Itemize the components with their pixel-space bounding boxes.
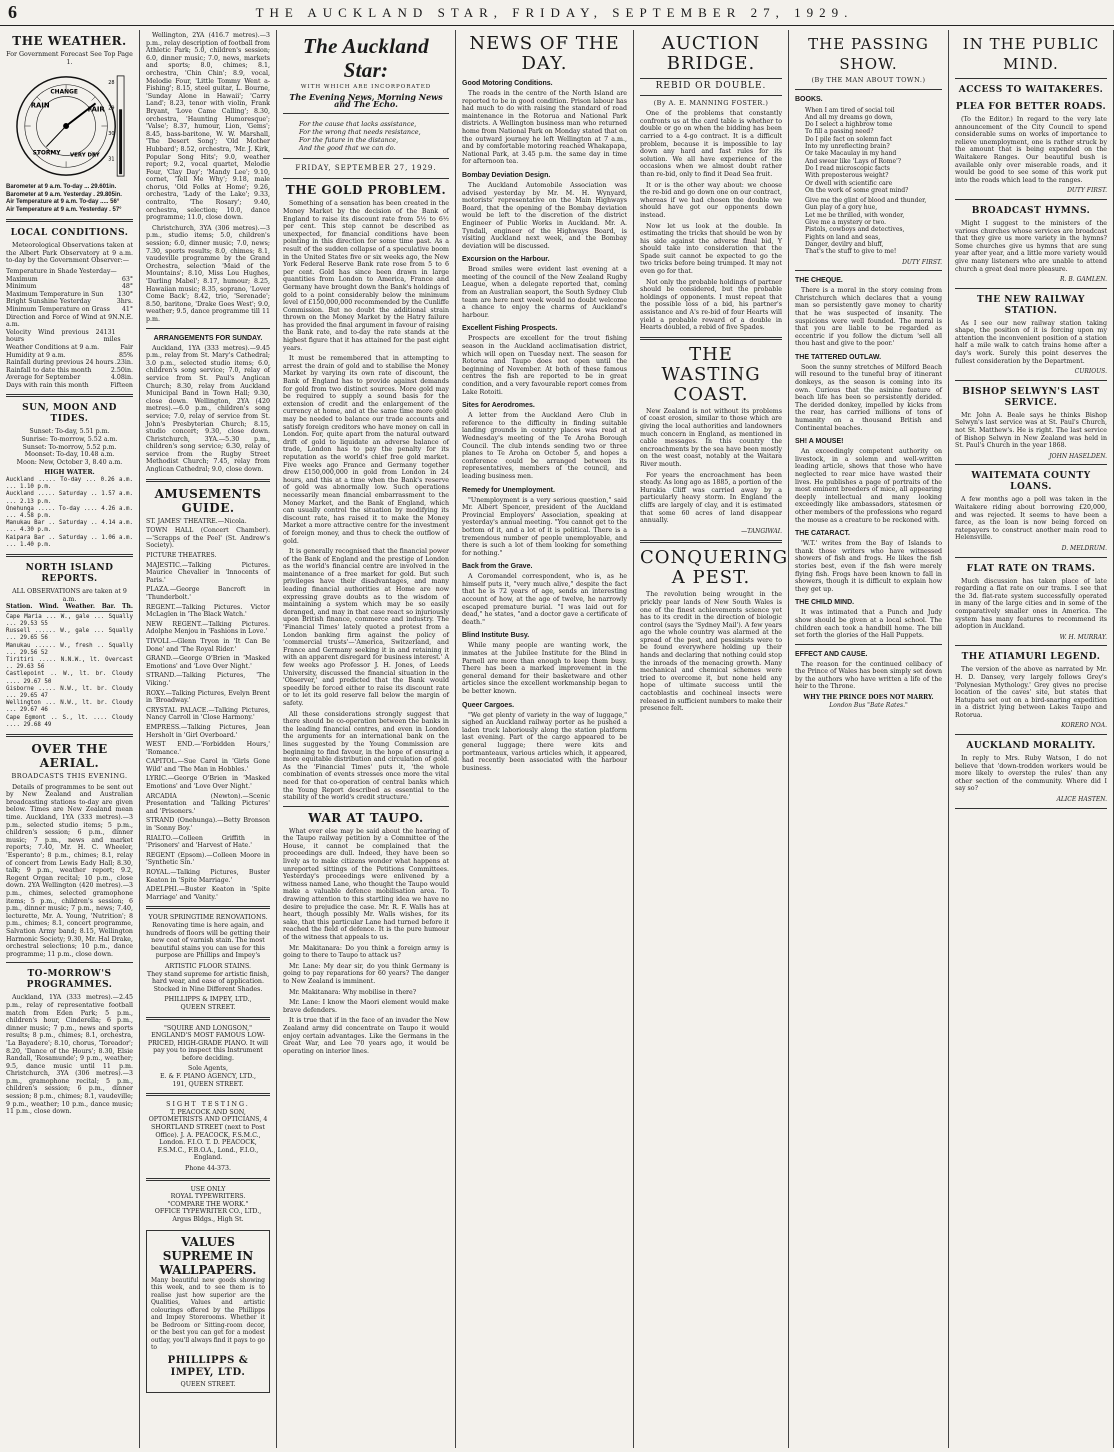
letter-signature: W. H. MURRAY. (1059, 633, 1107, 641)
dial-label-stormy: STORMY (32, 150, 61, 157)
north-island-row: Gisborne ..... N.W., lt. br. Cloudy ... 29.65 47 (6, 685, 133, 700)
news-item-text: A Coromandel correspondent, who is, as he himself puts it, "very much alive," despite the fact that he is 72 years of age, sends an interesting account of how, at the age of twelve, he narrowly escaped premature burial. "I was laid out for dead," he states, "and a doctor gave a certificate of death." (462, 573, 627, 626)
child-mind-text: It was intimated that a Punch and Judy show should be given at a local school. The children each took a handbill home. The bill set forth the glories of the Hall Puppets. (795, 609, 942, 640)
letter-text: In reply to Mrs. Ruby Watson, I do not believe that 'down-trodden workers would be more likely to overstep the rules' than any other section of the community. Where did I say so? (955, 755, 1107, 793)
war-at-taupo-heading: WAR AT TAUPO. (308, 810, 424, 825)
amusement-listing: GRAND.—George O'Brien in 'Masked Emotions' and 'Love Over Night.' (146, 655, 270, 670)
poem-line: When I am tired of social toil (805, 106, 895, 114)
conquering-pest-heading: CONQUERING A PEST. (640, 547, 789, 589)
poem-line: Danger, devilry and bluff, (805, 240, 884, 248)
newspaper-nameplate: The Auckland Star: (303, 34, 429, 82)
letter-signature: ALICE HASTEN. (1056, 796, 1107, 804)
poem-line: Let me be thrilled, with wonder, (805, 211, 905, 219)
temperature-label: Rainfall to date this month (6, 366, 92, 374)
article-paragraph: All these considerations strongly suggest that there should be co-operation between the banks in the leading financial centres, and even in London the arguments for an international bank on the lines suggested by the Young Commission are beginning to find favour, in the hope of ensuring a more equitable distribution and circulation of gold. As the 'Financial Times' puts it, 'the whole combination of events stresses once more the vital need for that co-operation of central banks which the Young Report described as essential to the stability of the world's credit structure.' (283, 710, 449, 802)
motto-line: For the wrong that needs resistance, (299, 127, 421, 136)
temperature-value: Fair (120, 343, 133, 351)
wallpaper-ad (146, 1230, 270, 1394)
article-paragraph: It is generally recognised that the financial power of the Bank of England and the prestige of London as the world's financial centre are involved in the maintenance of a free market for gold. But such privileges have their disadvantages, and many leading financial authorities at Home are now expressing grave doubts as to the wisdom of maintaining a system which may be so easily deranged, and may in that case react so injuriously upon British finance, commerce and industry. The 'Financial Times' lately quoted a protest from a London banking firm against the policy of 'commercial trusts'—'America, Switzerland, and France and Germany seeking it in and retaining it with an apparent disregard for business interest.' A few weeks ago Professor J. H. Jones, of Leeds University, discussed the financial situation in the 'Observer,' and predicted that the Bank would speedily be forced either to raise its discount rate or to let its gold reserve fall below the margin of safety. (283, 548, 449, 707)
books-label: BOOKS. (795, 95, 823, 103)
cataract-label: THE CATARACT. (795, 530, 850, 538)
letter-title: FLAT RATE ON TRAMS. (966, 563, 1096, 574)
column-news (456, 30, 634, 1448)
tide-row: Manukau Bar .. Saturday .. 4.14 a.m. ... 4.30 p.m. (6, 520, 133, 534)
temperature-value: Fifteen (110, 381, 133, 389)
temperature-value: 63° (121, 275, 133, 283)
typewriter-tagline: USE ONLY (190, 1185, 226, 1193)
temperature-row (6, 283, 133, 291)
north-island-row: Castlepoint .. W., lt. br. Cloudy .... 29.67 50 (6, 671, 133, 685)
temperature-value: .23in. (114, 359, 133, 367)
news-item-text: Broad smiles were evident last evening at a meeting of the council of the New Zealand Rugby League, when a delegate reported that, coming from an Australian seaport, the South Sydney Club team are here next week would no doubt welcome a chance to enjoy the charms of Auckland's harbour. (462, 266, 627, 319)
letter-title: BISHOP SELWYN'S LAST SERVICE. (962, 386, 1100, 408)
effect-cause-quote: WHY THE PRINCE DOES NOT MARRY. (803, 694, 934, 702)
temperature-value: 131 miles (103, 328, 121, 344)
arrangements-heading: ARRANGEMENTS FOR SUNDAY. (153, 334, 263, 342)
letter-signature: R. B. GAMLEN. (1060, 276, 1107, 284)
temperature-value: 2.50in. (110, 366, 133, 374)
local-conditions-text: Meteorological Observations taken at the Albert Park Observatory at 9 a.m. to-day by the Government Observer:— (6, 242, 133, 265)
column-weather (0, 30, 140, 1448)
letter-text: (To the Editor.) In regard to the very late announcement of the City Council to spend considerable sums on works of importance to relieve unemployment, one is rather struck by the amount that is being expended on the Waitakere Ranges. Our beautiful bush is available only over miserable roads, and it would be good to see some of this work put into the roads which lead to the ranges. (955, 116, 1107, 184)
poem-line: Pistols, cowboys and detectives, (805, 226, 905, 234)
letter-text: Mr. John A. Beale says he thinks Bishop Selwyn's last service was at St. Paul's Church, not St. Matthew's. He is right. The last service of Bishop Selwyn in New Zealand was held in St. Paul's Church in the year 1868. (955, 411, 1107, 450)
amusement-listing: EMPRESS.—Talking Pictures, Jean Hersholt in 'Girl Overboard.' (146, 723, 270, 739)
poem-line: Give me a mystery or two. (805, 219, 887, 227)
wallpaper-company: PHILLIPPS & IMPEY, LTD. (167, 1354, 249, 1378)
amusement-listing: PLAZA.—George Bancroft in 'Thunderbolt.' (146, 586, 270, 601)
letter-title: PLEA FOR BETTER ROADS. (955, 102, 1107, 112)
temperature-row (6, 382, 133, 390)
high-water-heading: HIGH WATER. (44, 469, 95, 477)
typewriter-sub: "COMPARE THE WORK." (167, 1200, 249, 1208)
north-island-row: Tiritiri ..... N.N.W., lt. Overcast .. 29.63 56 (6, 657, 133, 671)
letter-signature: DUTY FIRST. (1067, 187, 1107, 195)
news-item-title: Back from the Grave. (462, 563, 533, 571)
news-list (462, 79, 627, 772)
barometer-reading: Barometer at 9 a.m. Yesterday . 29.805in. (6, 191, 122, 198)
column-amusements (140, 30, 277, 1448)
christchurch-programme: Christchurch, 3YA (306 metres).—3 p.m., studio items; 5.0, children's session; 6.0, dinner music; 7.0, news; 7.30, sports results; 8.0, chimes; 8.1, vaudeville programme by the Grand Orchestra, selection 'Maid of the Mountains'; 8.10, Miss Lou Hughes, 'Darling Mabel'; 8.17, humour; 8.25, Hawaiian music; 8.35, soprano, 'Lover Come Back'; 8.42, trio, 'Serenade'; 8.50, baritone, 'Drake Goes West'; 9.0, weather; 9.5, dance programme till 11 p.m. (146, 224, 270, 323)
aerial-heading: OVER THE AERIAL. (31, 742, 108, 771)
north-island-table-header (6, 603, 133, 612)
poem-line: Do I pile fact on solemn fact (805, 135, 893, 143)
amusement-listing: STRAND (Onehunga).—Betty Bronson in 'Sonny Boy.' (146, 817, 270, 833)
amusement-listing: STRAND.—Talking Pictures, 'The Viking.' (146, 672, 270, 687)
news-item-title: Remedy for Unemployment. (462, 486, 555, 494)
tide-row: Auckland ..... To-day ... 0.26 a.m. ... 1.10 p.m. (6, 477, 133, 491)
motto-line: For the cause that lacks assistance, (299, 119, 417, 128)
nameplate-incorporated: The Evening News, Morning News and The Echo. (289, 91, 443, 110)
temp-heading: Temperature in Shade Yesterday— (6, 267, 117, 275)
effect-cause-label: EFFECT AND CAUSE. (795, 650, 868, 658)
temperature-value: 48° (121, 283, 133, 291)
floor-stains-title: ARTISTIC FLOOR STAINS. (164, 962, 252, 970)
temperature-label: Rainfall during previous 24 hours (6, 359, 114, 367)
poem-line: To fill a passing need? (805, 128, 874, 136)
amusement-listing: MAJESTIC.—Talking Pictures. Maurice Chevalier in 'Innocents of Paris.' (146, 561, 270, 584)
amusement-listing: REGENT (Epsom).—Colleen Moore in 'Synthetic Sin.' (146, 851, 270, 867)
poem-signature: DUTY FIRST. (902, 258, 942, 266)
temperature-row (6, 359, 133, 367)
barometer-dial-icon (11, 70, 129, 182)
temperature-row (6, 276, 133, 284)
aerial-sub: BROADCASTS THIS EVENING. (11, 772, 128, 781)
passing-show-byline: (By THE MAN ABOUT TOWN.) (811, 76, 926, 84)
temperature-value: 130° (117, 290, 133, 298)
temperature-label: Weather Conditions at 9 a.m. (6, 343, 100, 351)
mouse-text: An exceedingly competent authority on livestock, in a solemn and well-written leading article, shows that those who have neglected to rear mice have wasted their lives. He publishes a page of portraits of the most eminent breeders of mice, all appearing deeply intellectual and many looking exceedingly like ambassadors, statesmen or other members of the professions who regard the mouse as a creature to be reckoned with. (795, 448, 942, 524)
letter-title: AUCKLAND MORALITY. (966, 741, 1096, 752)
temperature-row (6, 329, 133, 344)
barometer-reading: Barometer at 9 a.m. To-day ... 29.601in. (6, 184, 117, 191)
article-paragraph: Mr. Makitanara: Do you think a foreign army is going to there to Taupo to attack us? (283, 944, 449, 960)
news-item-text: The Auckland Automobile Association was advised yesterday by Mr. M. H. Wynyard, motorists' representative on the Main Highways Board, that the opening of the Bombay deviation would be left to the discretion of the district Engineer of Public Works in Auckland. Mr. A. Tyndall, engineer of the Highways Board, is visiting Auckland next week, and the Bombay deviation will be discussed. (462, 181, 627, 250)
tide-row: Onehunga ..... To-day .... 4.26 a.m. ... 4.58 p.m. (6, 505, 133, 520)
floor-stains-text: They stand supreme for artistic finish, hard wear, and ease of application. Stocked in Nine Different Shades. (146, 970, 270, 993)
optician-details: OPTOMETRISTS AND OPTICIANS, 4 SHORTLAND STREET (next to Post Office). J. A. PEACOCK, F.S.M.C., London. F.I.O. T. D. PEACOCK, F.S.M.C., F.B.O.A., Lond., F.I.O., England. (148, 1116, 268, 1162)
wallpaper-ad-title: VALUES SUPREME IN WALLPAPERS. (159, 1234, 257, 1277)
news-item-text: A letter from the Auckland Aero Club in reference to the difficulty in finding suitable landing grounds in country places was read at Wednesday's meeting of the Te Aroha Borough Council. The club intends sending two or three planes to Te Aroha on October 5, and hopes a conference could be arranged between its representatives, members of the council, and leading business men. (462, 412, 627, 480)
programmes-text: Auckland, 1YA (333 metres).—2.45 p.m., relay of representative football match from Eden Park; 5 p.m., children's hour, Cinderella; 6 p.m., dinner music; 7 p.m., news and sports results; 8 p.m., chimes; 8.1, orchestra, 'La Bayadere'; 8.10, chorus, 'Toreador'; 8.20, 'Dance of the Hours'; 8.30, Elsie Randall, 'Rosamunde'; 9 p.m., weather; 9.5, dance music until 11 p.m. Christchurch, 3YA (306 metres).—3 p.m., gramophone recital; 5 p.m., children's session; 6 p.m., dinner session; 8 p.m., chimes; 8.1, vaudeville; 9 p.m., weather; 10 p.m., dance music; 11 p.m., close down. (6, 994, 133, 1116)
amusement-listing: ADELPHI.—Buster Keaton in 'Spite Marriage' and 'Vanity.' (146, 886, 270, 901)
temperature-value: N.N.E. (112, 313, 133, 321)
passing-show-heading: THE PASSING SHOW. (808, 35, 929, 73)
aerial-text: Details of programmes to be sent out by New Zealand and Australian broadcasting stations to-day are given below. Times are New Zealand mean time. Auckland, 1YA (333 metres).—3 p.m., selected studio items; 5 p.m., children's session; 6 p.m., dinner music; 7 p.m., news and market reports; 7.40, Mr. H. C. Wheeler, 'Esperanto'; 8 p.m., chimes; 8.1, relay of concert from Lewis Eady Hall; 8.30, talk; 9 p.m., weather report; 9.2, Regent Organ recital; 10 p.m., close down. 2YA Wellington (420 metres).—3 p.m., chimes, selected gramophone items; 5 p.m., children's session; 6 p.m., dinner music; 7 p.m., news; 7.40, lecturette, Mr. A. Young, 'Nutrition'; 8 p.m., chimes; 8.1, concert programme, Salvation Army band; 8.15, Wellington Harmonic Society; 9.30, Mr. Hal Drake, orchestral selections; 10 p.m., dance programme; 11 p.m., close down. (6, 783, 133, 958)
public-mind-heading: IN THE PUBLIC MIND. (962, 35, 1100, 73)
cheque-label: THE CHEQUE. (795, 277, 843, 285)
bridge-subheading: REBID OR DOUBLE. (655, 81, 767, 91)
north-island-note: ALL OBSERVATIONS are taken at 9 a.m. (12, 588, 127, 603)
temperature-list (6, 276, 133, 390)
north-island-rows (6, 614, 133, 729)
amusement-listing: NEW REGENT.—Talking Pictures. Adolphe Menjou in 'Fashions in Love.' (146, 620, 270, 636)
temperature-value: 4.08in. (110, 374, 133, 382)
scale-tick-29: 29 (107, 105, 115, 112)
column-public-mind (949, 30, 1114, 1448)
col-header: Wind. (39, 603, 59, 611)
sun-moon-line: Moon: New, October 3, 8.40 a.m. (16, 458, 123, 466)
motto-line: And the good that we can do. (299, 143, 396, 152)
amusement-listing: ROXY.—Talking Pictures, Evelyn Brent in 'Broadway.' (146, 689, 270, 705)
letter-text: As I see our new railway station taking shape, the position of it is forcing upon my attention the inconvenient position of a station half a mile walk to catch trains home after a day's work. Surely this point deserves the fullest consideration by the Department. (955, 319, 1107, 365)
article-paragraph: What ever else may be said about the hearing of the Taupo railway petition by a Committee of the House, it cannot be complained that the proceedings are dull. Indeed, they have been so lively as to make citizens wonder what happens at unreported sittings of the Petitions Committees. Yesterday's proceedings were enlivened by a witness named Lane, who thought the Taupo would make a valuable defence mobilisation area. To drawing attention to this startling idea we have no desire to prejudice the case. Mr. R. F. Walls has at heart, though possibly Mr. Walls wishes, for its sake, that this particular Lane had turned before it reached the field of defence. It is the pure humour of the witness that appeals to us. (283, 827, 449, 941)
temperature-label: Maximum Temperature in Sun (6, 290, 104, 298)
letters-list (955, 102, 1107, 809)
news-item-title: Queer Cargoes. (462, 701, 515, 709)
article-paragraph: Not only the probable holdings of partner should be considered, but the probable holdings of opponents. I must repeat that the possible loss of a bid, his partner's assistance and A's re-bid of four Hearts will yield a probable reward of a double in Hearts doubled, a rebid of five Spades. (640, 278, 782, 332)
news-item-title: Excursion on the Harbour. (462, 256, 550, 264)
poem-line: Or take Macaulay in my hand (805, 150, 897, 158)
typewriter-company: OFFICE TYPEWRITER CO., LTD., Argus Bldgs., High St. (154, 1208, 262, 1223)
poem-line: Fights on land and seas, (805, 233, 881, 241)
article-paragraph: Mr. Makitanara: Why mobilise in there? (289, 988, 417, 996)
air-temp-reading: Air Temperature at 9 a.m. To-day ..... 56° (6, 199, 120, 206)
newspaper-masthead-title: THE AUCKLAND STAR, FRIDAY, SEPTEMBER 27, 1929. (255, 4, 854, 20)
north-island-row: Manukau ...... W., fresh .. Squally ... 29.56 52 (6, 642, 133, 656)
col-header: Bar. (101, 603, 116, 611)
letter-title: BROADCAST HYMNS. (971, 205, 1091, 216)
north-island-row: Cape Egmont .. S., lt. .... Cloudy .... 29.68 49 (6, 714, 133, 728)
article-paragraph: One of the problems that constantly confronts us at the card table is whether to double or go on when the bidding has been carried to a 4-go contract. It is a difficult problem, because it is impossible to lay down any hard and fast rules for its solution. We all have experience of the occasions when we almost doubt rather than re-bid, only to find it Dead Sea fruit. (640, 110, 782, 178)
temperature-row (6, 291, 133, 299)
north-island-row: Russell ...... W., gale ... Squally ... 29.65 56 (6, 628, 133, 642)
local-conditions-heading: LOCAL CONDITIONS. (10, 228, 129, 239)
dial-label-change: CHANGE (49, 89, 78, 96)
temperature-label: Humidity at 9 a.m. (6, 351, 66, 359)
article-paragraph: Mr. Lane: I know the Maori element would make brave defenders. (283, 999, 449, 1014)
effect-cause-source: London Bus "Bate Rates." (829, 701, 908, 709)
child-mind-label: THE CHILD MIND. (795, 599, 855, 607)
article-paragraph: New Zealand is not without its problems of coast erosion, similar to those which are giving the local authorities and landowners much concern in England, as mentioned in cable messages. In this country the encroachments by the sea have been mostly on the west coast, notably at the Waitara River mouth. (640, 407, 782, 468)
temperature-row (6, 344, 133, 352)
poem-line: That's the stuff to give to me! (805, 248, 897, 256)
article-paragraph: It is true that if in the face of an invader the New Zealand army did concentrate on Taupo it would enjoy certain advantages. Like the Germans in the Great War, and Lee 70 years ago, it would be operating on interior lines. (283, 1017, 449, 1055)
piano-ad-text: ENGLAND'S MOST FAMOUS LOW-PRICED, HIGH-GRADE PIANO. It will pay you to inspect this Instrument before deciding. (147, 1032, 269, 1062)
books-poem-second (795, 197, 942, 255)
article-paragraph: Now let us look at the double. In estimating the tricks that should be won by his side against the adverse final bid, Y should take into consideration that the Spade suit cannot be expected to go the two tricks before being trumped. It may not even go for that. (640, 222, 782, 276)
mouse-label: SH! A MOUSE! (795, 438, 844, 446)
column-editorial (277, 30, 456, 1448)
temperature-label: Maximum (6, 275, 38, 283)
springtime-ad-text: Renovating time is here again, and hundreds of floors will be getting their new coat of varnish stain. The most beautiful stains you can use for this purpose are Phillips and Impey's (146, 921, 270, 960)
temperature-label: Minimum (6, 283, 37, 291)
temperature-label: Minimum Temperature on Grass (6, 305, 110, 313)
weather-heading: THE WEATHER. (12, 34, 127, 48)
amusement-listing: REGENT.—Talking Pictures. Victor McLaglen in 'The Black Watch.' (146, 603, 270, 619)
news-item-title: Bombay Deviation Design. (462, 171, 551, 179)
amusement-listing: CRYSTAL PALACE.—Talking Pictures, Nancy Carroll in 'Close Harmony.' (146, 706, 270, 722)
motto (283, 120, 449, 152)
poem-line: And swear like 'Lays of Rome'? (805, 157, 902, 165)
cheque-text: There is a moral in the story coming from Christchurch which declares that a young man so persistently gave money to charity that he was suspected of insanity. The suspicions were well founded. The moral is that you are liable to be regarded as eccentric if you follow the dictum 'sell all thou hast and give to the poor.' (795, 287, 942, 348)
article-paragraph: It or is the other way about: we choose the re-bid and go down one on our contract, whereas if we had chosen the double we should have got our opponents down instead. (640, 181, 782, 219)
news-item-text: "We get plenty of variety in the way of luggage," sighed an Auckland railway porter as he pushed a laden truck laboriously along the station platform last evening. Part of the cargo appeared to be general luggage; there were kits and portmanteaux, various articles which, it appeared, had recently been associated with the harbour business. (462, 711, 627, 772)
temperature-row (6, 298, 133, 306)
piano-ad-title: "SQUIRE AND LONGSON," (164, 1024, 252, 1032)
column-bridge (634, 30, 789, 1448)
wellington-programme: Wellington, 2YA (416.7 metres).—3 p.m., relay description of football from Athletic Park; 5.0, children's session; 6.0, dinner music; 7.0, news, markets and sports; 8.0, chimes; 8.1, orchestra, 'Chin Chin'; 8.9, vocal, Melodie Four, 'Little Tommy Went a-Fishing'; 8.15, steel guitar, L. Bourne, 'Sunday Alone in Hawaii'; 'Carry Land'; 8.23, tenor with violin, Frank Bryant, 'Love Came Calling'; 8.30, orchestra, 'Haunting Humoresque'; 'Valse'; 8.37, humour, Lion, 'Gems'; 8.45, bass-baritone, W. W. Marshall, 'The Desert Song'; 'Old Mother Hubbard'; 8.52, orchestra, 'Mr. J. Kirk, Popular Song Hits'; 9.0, weather report; 9.2, vocal quartet, Melodie Four, 'Clay Day'; 'Mandy Lee'; 9.10, cornet, 'Tell Me Why'; 9.18, male chorus, 'Old Folks at Home'; 9.26, orchestra, 'Lady of the Lake'; 9.33, contralto, 'The Rosary'; 9.40, orchestra, selection; 10.0, dance programme; 11.0, close down. (146, 32, 270, 222)
news-item-text: The roads in the centre of the North Island are reported to be in good condition. Prison labour has had much to do with raising the standard of road maintenance in the Rotorua and National Park districts. A Wellington business man who returned home from National Park on Monday stated that on the outward journey he left Wellington at 7 a.m., and by comfortable motoring reached Whakapapa, National Park, at 3.45 p.m. the same day in time for afternoon tea. (462, 90, 627, 166)
letter-text: The version of the above as narrated by Mr. H. D. Dansey, very largely follows Grey's 'Polynesian Mythology.' Grey gives no precise location of the caves' site, but states that Hatupatu set out on a bird-snaring expedition in a district lying between Lakes Taupo and Rotorua. (955, 666, 1107, 719)
letter-text: Might I suggest to the ministers of the various churches whose services are broadcast that they give us more variety in the hymns? Some churches give us hymns that are sung year after year, and a little more variety would give many listeners who are unable to attend church a great deal more pleasure. (955, 219, 1107, 273)
poem-line: On the work of some great mind? (805, 186, 909, 194)
letter-signature: KORERO NOA. (1061, 722, 1107, 730)
temperature-row (6, 374, 133, 382)
news-of-day-heading: NEWS OF THE DAY. (469, 33, 620, 74)
article-paragraph: Something of a sensation has been created in the Money Market by the decision of the Bank of England to raise its discount rate from 5½ to 6½ per cent. This step cannot be described as unexpected, for financial conditions have been pointing in this direction for some time past. As a result of the sudden collapse of a speculative boom in the United States five or six weeks ago, the New York Federal Reserve Bank rate rose from 5 to 6 per cent. Gold has since been drawn in large quantities from London to America, France and Germany have brought down the Bank's holdings of gold to a point considerably below the minimum level of £150,000,000 recommended by the Cunliffe Commission. But no doubt the additional strain thrown on the Money Market by the Hatry failure has provided the final argument in favour of raising the Bank rate, and to-day the rate stands at the highest figure that it has attained for the past eight years. (283, 200, 449, 352)
public-mind-subheading: ACCESS TO WAITAKERES. (958, 85, 1104, 95)
north-island-heading: NORTH ISLAND REPORTS. (25, 563, 114, 585)
news-item-text: While many people are wanting work, the inmates at the Jubilee Institute for the Blind in Parnell are more than enough to keep them busy. There has been a marked improvement in the general demand for their basketware and other articles since the excellent workmanship began to be better known. (462, 642, 627, 695)
amusement-listing: RIALTO.—Colleen Griffith in 'Prisoners' and 'Harvest of Hate.' (146, 834, 270, 850)
amusements-heading: AMUSEMENTS GUIDE. (154, 486, 262, 515)
amusement-listing: ROYAL.—Talking Pictures, Buster Keaton in 'Spite Marriage.' (146, 869, 270, 884)
temperature-label: Direction and Force of Wind at 9 a.m. (6, 313, 113, 329)
north-island-row: Cape Maria ... W., gale ... Squally ... 29.53 55 (6, 613, 133, 628)
advertiser-name: PHILLIPPS & IMPEY, LTD., (164, 996, 252, 1004)
scale-tick-28: 28 (107, 79, 115, 86)
sun-moon-line: Sunset: To-morrow, 5.52 p.m. (22, 443, 117, 451)
typewriter-title: ROYAL TYPEWRITERS. (170, 1193, 246, 1201)
amusement-listing: ST. JAMES' THEATRE.—Nicola. (146, 517, 247, 525)
page-number: 6 (8, 2, 17, 22)
letter-title: THE ATIAMURI LEGEND. (961, 652, 1101, 663)
col-header: Station. (6, 603, 33, 611)
temperature-label: Days with rain this month (6, 381, 89, 389)
temperature-value: 41° (121, 305, 133, 313)
col-header: Weather. (65, 603, 96, 611)
tide-row: Auckland ..... Saturday .. 1.57 a.m. ... 2.13 p.m. (6, 491, 133, 505)
piano-agency-name: E. & F. PIANO AGENCY, LTD., (159, 1073, 257, 1081)
poem-line: Gun play of a gory hue, (805, 204, 878, 212)
amusement-listing: ARCADIA (Newton).—Scenic Presentation and 'Talking Pictures' and 'Prisoners.' (146, 792, 270, 815)
poem-line: With preposterous weight? (805, 172, 889, 180)
amusement-listing: PICTURE THEATRES. (146, 552, 217, 560)
auction-bridge-heading: AUCTION BRIDGE. (661, 33, 761, 74)
temperature-label: Bright Sunshine Yesterday (6, 298, 91, 306)
temperature-value: 85% (119, 351, 133, 359)
article-signature: —TANGIWAI. (741, 527, 782, 535)
poem-line: Or dwell with scientific care (805, 179, 893, 187)
masthead (0, 0, 1114, 26)
scale-tick-30: 30 (107, 131, 115, 138)
amusement-listing: WEST END.—'Forbidden Hours,' 'Romance.' (146, 741, 270, 756)
wasting-coast-heading: THE WASTING COAST. (661, 343, 761, 405)
dial-label-fair: FAIR (87, 105, 105, 114)
amusements-list (146, 518, 270, 902)
editorial-dateline: FRIDAY, SEPTEMBER 27, 1929. (295, 163, 437, 172)
news-item-text: "Unemployment is a very serious question," said Mr. Albert Spencer, president of the Auckland Provincial Employers' Association, speaking at yesterday's annual meeting. "You cannot get to the bottom of it, and a lot of it is political. There is a tremendous number of people unemployable, and there is such a lot of them looking for something for nothing." (462, 496, 627, 557)
gold-problem-heading: THE GOLD PROBLEM. (285, 183, 447, 198)
letter-text: Much discussion has taken place of late regarding a flat rate on our trams. I see that the 3d. flat-rate system successfully operated in many of the large cities and in some of the comparatively smaller ones in America. The system has many features to recommend its adoption in Auckland. (955, 577, 1107, 631)
motto-line: For the future in the distance, (299, 135, 399, 144)
dial-label-rain: RAIN (30, 101, 50, 110)
optician-phone: Phone 44-373. (184, 1165, 232, 1172)
piano-agency-address: 191, QUEEN STREET. (172, 1080, 244, 1088)
books-poem (795, 107, 942, 195)
poem-line: Give me the glint of blood and thunder, (805, 197, 927, 205)
sun-moon-line: Sunset: To-day, 5.51 p.m. (29, 428, 110, 436)
poem-line: Do I select a highbrow tome (805, 121, 893, 129)
col-header: Th. (122, 603, 133, 611)
news-item-text: Prospects are excellent for the trout fishing season in the Auckland acclimatisation district, which will open on Tuesday next. The season for Rotorua and Taupo does not open until the beginning of November. At both of these famous centres the fish are reported to be in great condition, and a very favourable report comes from Lake Rotoiti. (462, 335, 627, 396)
news-item-title: Blind Institute Busy. (462, 632, 530, 640)
sight-testing-title: SIGHT TESTING. (166, 1101, 250, 1109)
bridge-byline: (By A. E. MANNING FOSTER.) (653, 98, 769, 107)
temperature-row (6, 367, 133, 375)
letter-signature: D. MELDRUM. (1061, 544, 1107, 552)
dial-label-very-dry: VERY DRY (69, 152, 100, 159)
column-passing-show (789, 30, 949, 1448)
springtime-ad-title: YOUR SPRINGTIME RENOVATIONS. (148, 914, 268, 922)
sun-moon-line: Sunrise: To-morrow, 5.52 a.m. (21, 436, 118, 444)
amusement-listing: TOWN HALL (Concert Chamber).—'Scrapps of the Peel' (St. Andrew's Society). (146, 527, 270, 550)
article-paragraph: It must be remembered that in attempting to arrest the drain of gold and to stabilise the Money Market by varying its own rate of discount, the Bank of England has to provide against demands for gold from two distinct sources. More gold may be required to supply a sound basis for the extension of credit and the enlargement of the currency at home, and at the same time more gold may be needed to balance our trade accounts and satisfy foreign creditors who have money on call in London. For, quite apart from the natural outward drift of gold to liquidate an adverse balance of trade, London has to pay the penalty for its reputation as the world's chief free gold market. Five weeks ago France and Germany together drew £150,000,000 in gold from London in 24 hours, and this at a time when the Bank's reserve of gold was abnormally low. Such operations necessarily mean financial embarrassment to the Money Market, and the Bank of England, which can usually control the situation by modifying its discount rate, has raised it to make the Money Market a more attractive centre for the investment of foreign money, and thus to check the outflow of gold. (283, 355, 449, 545)
tide-row: Kaipara Bar .. Saturday .. 1.06 a.m. ... 1.40 p.m. (6, 534, 133, 548)
poem-line: Into my unreflecting brain? (805, 143, 890, 151)
letter-title: THE NEW RAILWAY STATION. (977, 294, 1085, 316)
letter-text: A few months ago a poll was taken in the Waitakere riding about borrowing £20,000, and was rejected. It seems to have been a farce, as the loan is now being forced on ratepayers to construct another main road to Helensville. (955, 496, 1107, 542)
news-item-title: Sites for Aerodromes. (462, 402, 535, 410)
temperature-row (6, 306, 133, 314)
air-temp-reading: Air Temperature at 9 a.m. Yesterday . 57° (6, 206, 122, 213)
news-item-title: Good Motoring Conditions. (462, 80, 553, 87)
poem-line: Do I read microscopic facts (805, 164, 890, 172)
scale-tick-31: 31 (107, 156, 115, 163)
temperature-value: 3hrs. (116, 298, 133, 306)
news-item-title: Excellent Fishing Prospects. (462, 325, 558, 333)
tattered-label: THE TATTERED OUTLAW. (795, 353, 882, 361)
letter-signature: JOHN HASELDEN. (1049, 452, 1107, 460)
amusement-listing: CAPITOL.—Sue Carol in 'Girls Gone Wild' and 'The Man in Hobbles.' (146, 758, 270, 773)
nameplate-sub: WITH WHICH ARE INCORPORATED (300, 84, 432, 90)
programmes-heading: TO-MORROW'S PROGRAMMES. (26, 969, 113, 991)
article-paragraph: The revolution being wrought in the prickly pear lands of New South Wales is one of the finest achievements science yet has to its credit in the direction of biologic control (says the 'Sydney Mail'). A few years ago the whole country was alarmed at the spread of the pest, and pessimists were to be found everywhere holding up their hands and declaring that nothing could stop the inroads of the menacing growth. Many mechanical and chemical schemes were tried to overcome it, but none held any hope of ultimate success until the cactoblastis and cochineal insects were released in sufficient numbers to make their presence felt. (640, 591, 782, 713)
temperature-label: Velocity Wind previous 24 hours (6, 328, 104, 344)
north-island-row: Wellington ... N.W., lt. br. Cloudy ... 29.67 46 (6, 700, 133, 714)
sun-moon-heading: SUN, MOON AND TIDES. (22, 403, 117, 425)
tattered-text: Soon the sunny stretches of Milford Beach will resound to the tuneful bray of itinerant donkeys, as the season is coming into its own. Curious that the asinine feature of beach life has been so persistently derided. The derided donkey, impelled by kicks from the rear, has carried millions of tons of humanity on a thousand British and Continental beaches. (795, 363, 942, 432)
cataract-text: 'W.T.' writes from the Bay of Islands to thank those writers who have witnessed showers of fish and frogs. He likes the fish stories best, even if the fish were merely flying fish. Frogs have been known to fall in showers, though it is difficult to explain how they get up. (795, 540, 942, 593)
amusement-listing: TIVOLI.—Glenn Tryon in 'It Can Be Done' and 'The Royal Rider.' (146, 637, 270, 653)
effect-cause-text: The reason for the continued celibacy of the Prince of Wales has been simply set down by the authors who have written a life of the heir to the Throne. (795, 660, 942, 691)
weather-note: For Government Forecast See Top Page 1. (6, 51, 133, 66)
temperature-row (6, 352, 133, 360)
letter-signature: CURIOUS. (1074, 368, 1107, 376)
temperature-row (6, 314, 133, 329)
sunday-programme: Auckland, 1YA (333 metres).—9.45 p.m., relay from St. Mary's Cathedral; 3.0 p.m., selected studio items; 6.0, children's song service; 7.0, relay of service from St. Paul's Anglican Church; 8.30, relay from Auckland Municipal Band in Town Hall; 9.30, close down. Wellington, 2YA (420 metres).—6.0 p.m., children's song service; 7.0, relay of service from St. John's Presbyterian Church; 8.15, studio concert; 9.30, close down. Christchurch, 3YA.—5.30 p.m., children's song service; 6.30, relay of service from the Rugby Street Methodist Church; 7.45, relay from Anglican Cathedral; 9.0, close down. (146, 344, 270, 474)
amusement-listing: LYRIC.—George O'Brien in 'Masked Emotions' and 'Love Over Night.' (146, 775, 270, 791)
wallpaper-address: QUEEN STREET. (180, 1380, 236, 1388)
article-paragraph: Mr. Lane: My dear sir, do you think Germany is going to pay reparations for 60 years? The danger to New Zealand is imminent. (283, 962, 449, 985)
article-paragraph: For years the encroachment has been steady. As long ago as 1885, a portion of the Hurakia Cliff was carried away by a particularly heavy storm. In England the cliffs are largely of clay, and it is estimated that some 60 acres of land disappear annually. (640, 471, 782, 525)
sun-moon-line: Moonset: To-day, 10.48 a.m. (24, 451, 115, 459)
poem-line: And all my dreams go down, (805, 113, 893, 121)
temperature-label: Average for September (6, 374, 81, 382)
piano-agents-label: Sole Agents, (188, 1065, 228, 1073)
wallpaper-ad-text: Many beautiful new goods showing this week, and to see them is to realise just how superior are the Qualities, Values and artistic colourings offered by the Phillipps and Impey Storerooms. Whether it be Bedroom or Sitting-room decor, or the best you can get for a modest outlay, you'll always find it pays to go to (151, 1276, 265, 1352)
letter-title: WAITEMATA COUNTY LOANS. (971, 471, 1091, 493)
advertiser-address: QUEEN STREET. (180, 1003, 236, 1011)
optician-name: T. PEACOCK AND SON, (170, 1108, 246, 1116)
